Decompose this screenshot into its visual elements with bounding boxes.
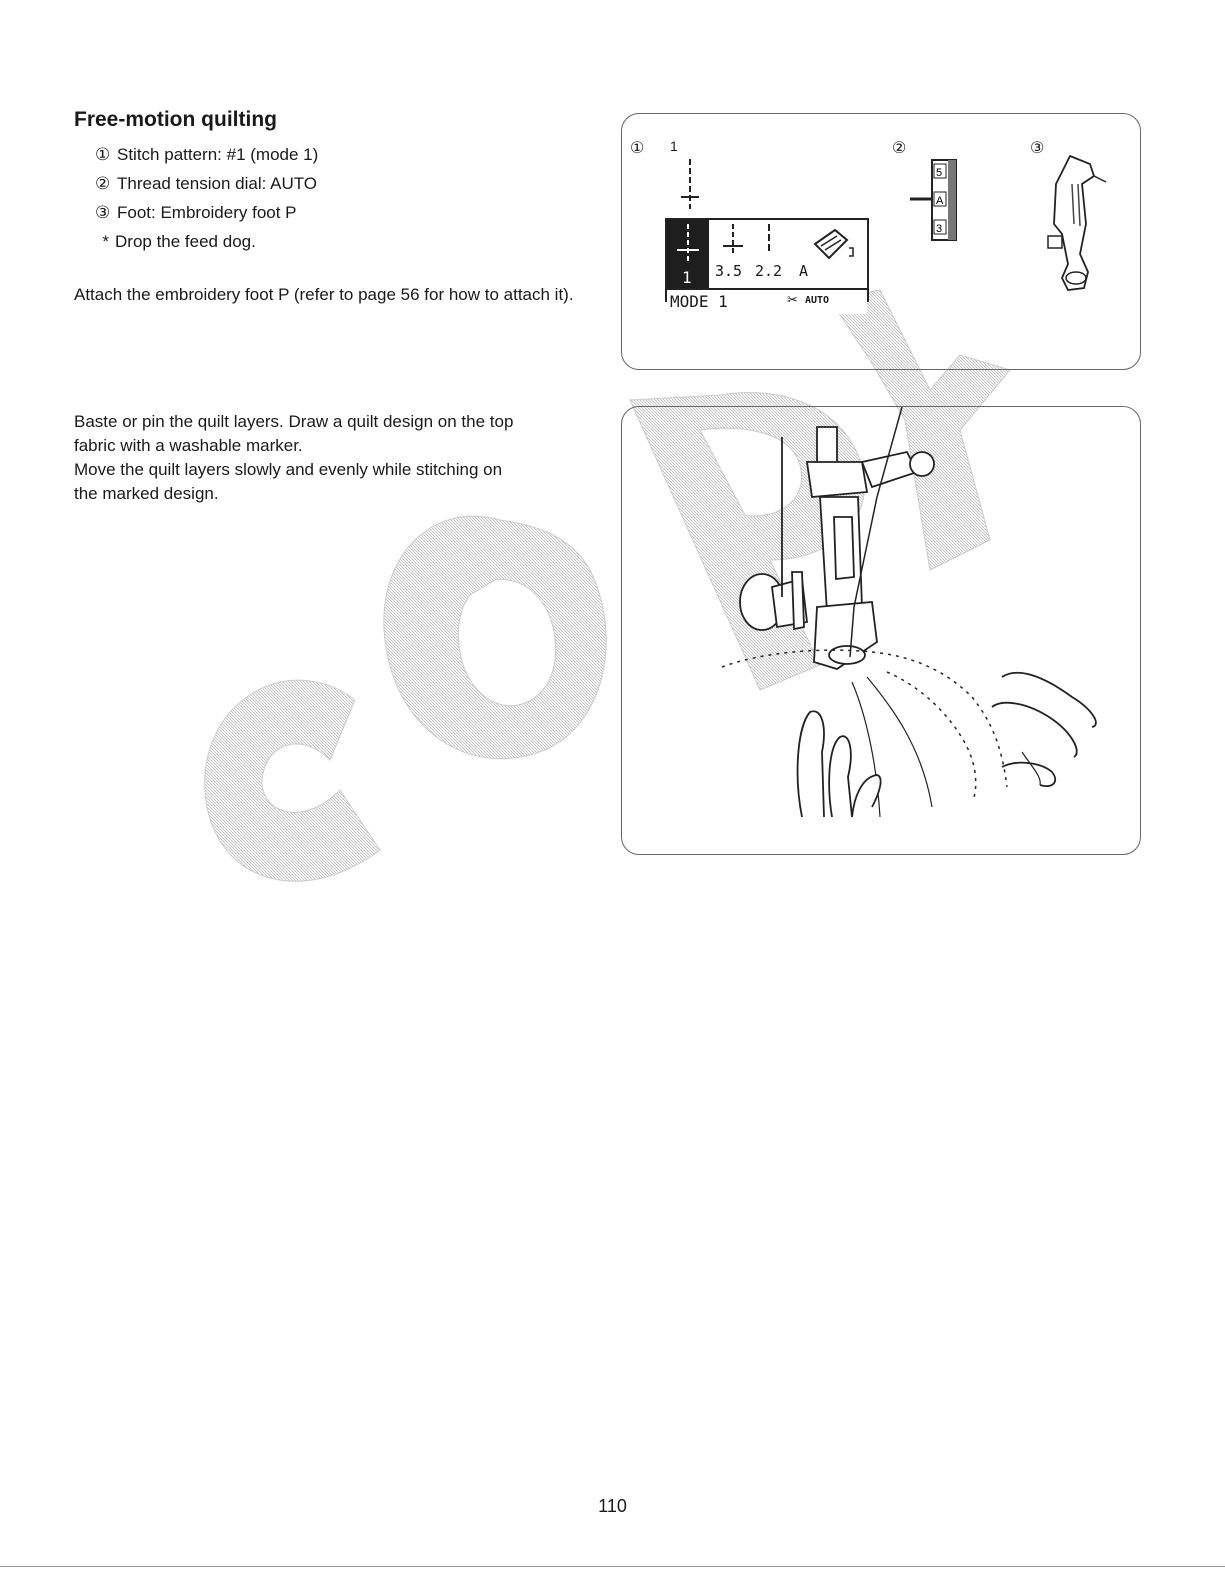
quilting-illustration-panel: [621, 406, 1141, 855]
lcd-tension: A: [799, 262, 809, 280]
page-number: 110: [598, 1496, 627, 1516]
lcd-mode: MODE 1: [670, 292, 728, 311]
setting-thread-tension: [95, 169, 318, 198]
dial-mark-a: A: [936, 195, 944, 207]
pattern-number: 1: [670, 138, 678, 154]
lcd-display: [665, 218, 869, 311]
callout-1: ①: [630, 140, 645, 157]
lcd-stitch-icon: [667, 220, 709, 270]
setting-text: Thread tension dial: AUTO: [117, 174, 318, 193]
instruction-line: Baste or pin the quilt layers. Draw a quilt design on the top: [74, 412, 514, 431]
setting-number: *: [102, 232, 109, 251]
section-title: Free-motion quilting: [74, 108, 277, 131]
lcd-width-length-icons: [719, 222, 799, 262]
setting-number: ①: [95, 145, 111, 164]
quilting-instructions: [74, 410, 604, 506]
setting-stitch-pattern: [95, 140, 318, 169]
sewing-foot-with-hands-illustration: [622, 407, 1140, 854]
page-bottom-rule: [0, 1566, 1225, 1567]
embroidery-foot-icon: [1032, 154, 1112, 294]
setting-text: Drop the feed dog.: [115, 232, 256, 251]
lcd-stitch-width: 3.5: [715, 262, 743, 280]
presser-foot-icon: [807, 222, 857, 266]
setting-note: [95, 227, 318, 256]
setting-number: ②: [95, 174, 111, 193]
straight-stitch-icon: [675, 159, 705, 219]
dial-mark-3: 3: [936, 223, 943, 235]
callout-2: ②: [892, 140, 907, 157]
setting-text: Foot: Embroidery foot P: [117, 203, 297, 222]
lcd-pattern-block: [667, 220, 709, 288]
setting-foot: [95, 198, 318, 227]
lcd-mode-bar: [667, 288, 867, 314]
instruction-line: Move the quilt layers slowly and evenly while stitching on: [74, 460, 503, 479]
settings-list: [95, 140, 318, 256]
attach-instructions: Attach the embroidery foot P (refer to page 56 for how to attach it).: [74, 285, 574, 304]
lcd-pattern-digit: 1: [682, 268, 692, 287]
setting-text: Stitch pattern: #1 (mode 1): [117, 145, 319, 164]
setting-number: ③: [95, 203, 111, 222]
instruction-line: fabric with a washable marker.: [74, 436, 303, 455]
callout-3: ③: [1030, 140, 1045, 157]
dial-mark-5: 5: [936, 167, 943, 179]
settings-illustration-panel: [621, 113, 1141, 370]
tension-dial-icon: [910, 156, 970, 246]
scissors-icon: ✂: [787, 292, 798, 307]
lcd-tension-mode: AUTO: [805, 295, 830, 306]
instruction-line: the marked design.: [74, 484, 219, 503]
lcd-stitch-length: 2.2: [755, 262, 783, 280]
